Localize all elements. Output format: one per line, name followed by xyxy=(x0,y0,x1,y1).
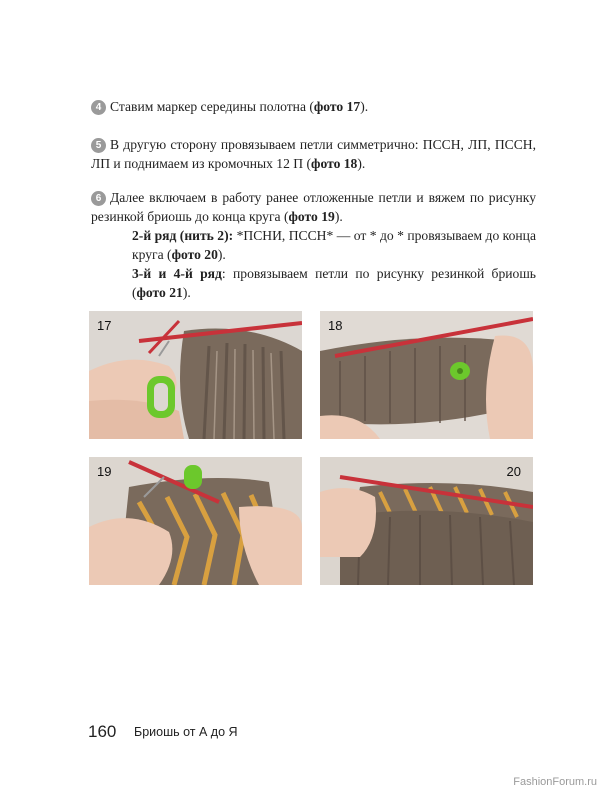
photo-label: 19 xyxy=(97,464,112,479)
photo-reference: фото 20 xyxy=(171,247,218,262)
photo-reference: фото 19 xyxy=(288,209,335,224)
photo-label: 18 xyxy=(328,318,343,333)
step-4 xyxy=(91,97,536,116)
photo-20 xyxy=(320,457,533,585)
photo-19 xyxy=(89,457,302,585)
photo-20-image xyxy=(320,457,533,585)
photo-label: 20 xyxy=(506,464,521,479)
row-text: *ПСНИ, ПССН* — от * до * провязываем до конца круга ( xyxy=(132,228,536,262)
step-text-end: ). xyxy=(334,209,343,224)
watermark: FashionForum.ru xyxy=(513,776,597,788)
photo-reference: фото 17 xyxy=(313,99,361,114)
photo-18-image xyxy=(320,311,533,439)
book-title: Бриошь от А до Я xyxy=(134,725,238,739)
step-text-end: ). xyxy=(360,99,369,114)
photo-17-image xyxy=(89,311,302,439)
photo-18 xyxy=(320,311,533,439)
step-text: В другую сторону провязываем петли симметрично: ПССН, ЛП, ПССН, ЛП и поднимаем из кромочных 12 П ( xyxy=(91,137,536,171)
photo-17 xyxy=(89,311,302,439)
step-number-badge: 5 xyxy=(91,138,106,153)
row-label: 3-й и 4-й ряд xyxy=(132,266,222,281)
row-3-4-instruction xyxy=(91,264,536,302)
step-6 xyxy=(91,188,536,302)
step-5 xyxy=(91,135,536,173)
page-number: 160 xyxy=(88,722,117,741)
row-text: : провязываем петли по рисунку резинкой бриошь ( xyxy=(132,266,536,300)
photo-19-image xyxy=(89,457,302,585)
step-text: Далее включаем в работу ранее отложенные петли и вяжем по рисунку резинкой бриошь до конца круга ( xyxy=(91,190,536,224)
photo-reference: фото 21 xyxy=(136,285,183,300)
row-text-end: ). xyxy=(217,247,226,262)
row-label: 2-й ряд (нить 2): xyxy=(132,228,234,243)
row-text-end: ). xyxy=(182,285,191,300)
step-number-badge: 6 xyxy=(91,191,106,206)
photo-label: 17 xyxy=(97,318,112,333)
step-text: Ставим маркер середины полотна ( xyxy=(110,99,314,114)
step-text-end: ). xyxy=(357,156,366,171)
photo-reference: фото 18 xyxy=(311,156,358,171)
step-number-badge: 4 xyxy=(91,100,106,115)
row-2-instruction xyxy=(91,226,536,264)
